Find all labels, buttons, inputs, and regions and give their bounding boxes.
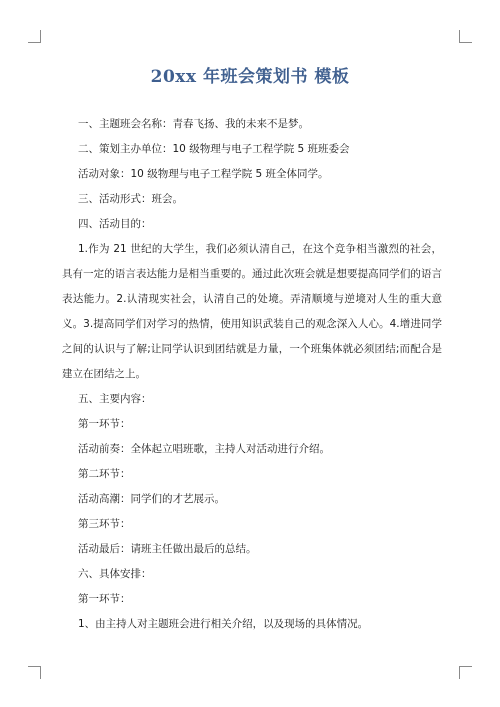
line-theme-name: 一、主题班会名称：青春飞扬、我的未来不是梦。: [78, 118, 309, 130]
line-audience: 活动对象：10 级物理与电子工程学院 5 班全体同学。: [78, 168, 329, 180]
line-arrangement-segment-1: 第一环节：: [78, 593, 131, 605]
crop-mark-top-right: [459, 30, 472, 43]
document-title: 20xx 年班会策划书 模板: [150, 67, 350, 87]
crop-mark-top-left: [28, 30, 41, 43]
line-arrangement-heading: 六、具体安排：: [78, 568, 152, 580]
line-climax: 活动高潮：同学们的才艺展示。: [78, 493, 225, 505]
line-segment-1: 第一环节：: [78, 418, 131, 430]
line-main-content-heading: 五、主要内容：: [78, 393, 152, 405]
purpose-paragraph: 1.作为 21 世纪的大学生，我们必须认清自己，在这个竞争相当激烈的社会，具有一定的语言表达能力是相当重要的。通过此次班会就是想要提高同学们的语言表达能力。2.认清现实社会，认清自己的处境。弄清顺境与逆境对人生的重大意义。3.提高同学们对学习的热情，使用知识武装自己的观念深入人心。4.增进同学之间的认识与了解;让同学认识到团结就是力量，一个班集体就必须团结;而配合是建立在团结之上。: [62, 243, 442, 380]
line-segment-3: 第三环节：: [78, 518, 131, 530]
line-arrangement-item-1: 1、由主持人对主题班会进行相关介绍，以及现场的具体情况。: [78, 618, 369, 630]
line-organizer: 二、策划主办单位：10 级物理与电子工程学院 5 班班委会: [78, 143, 350, 155]
line-finale: 活动最后：请班主任做出最后的总结。: [78, 543, 257, 555]
line-purpose-heading: 四、活动目的：: [78, 218, 152, 230]
line-format: 三、活动形式：班会。: [78, 193, 183, 205]
crop-mark-bottom-right: [459, 666, 472, 679]
line-segment-2: 第二环节：: [78, 468, 131, 480]
line-prelude: 活动前奏：全体起立唱班歌，主持人对活动进行介绍。: [78, 443, 330, 455]
document-body: [62, 112, 442, 637]
crop-mark-bottom-left: [28, 666, 41, 679]
